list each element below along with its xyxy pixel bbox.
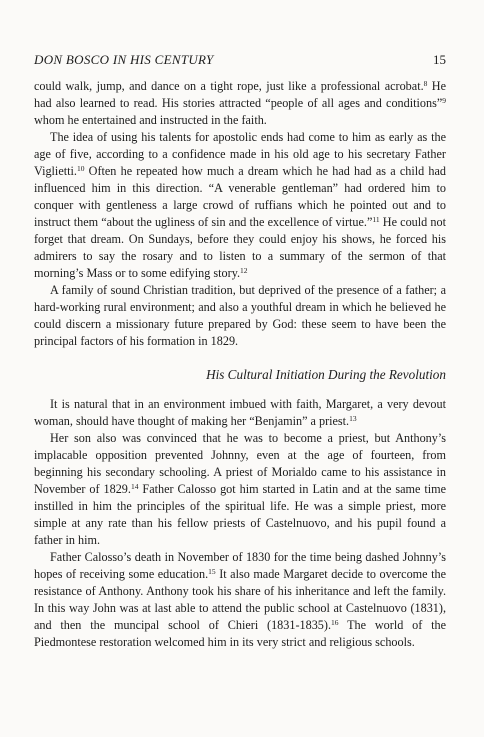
paragraph — [34, 282, 446, 350]
footnote-marker: 9 — [442, 96, 446, 105]
running-head — [34, 52, 446, 68]
footnote-marker: 10 — [76, 164, 85, 173]
footnote-marker: 8 — [423, 79, 428, 88]
footnote-marker: 15 — [208, 567, 216, 576]
text-run: He had also learned to read. His stories attracted “people of all ages and conditions” — [34, 79, 446, 110]
page-number: 15 — [433, 52, 446, 67]
paragraph — [34, 396, 446, 430]
body-text — [34, 78, 446, 651]
text-run: whom he entertained and instructed in the faith. — [34, 113, 267, 127]
text-run: It also made Margaret decide to overcome the resistance of Anthony. Anthony took his share of his inheritance and left the family. In this way John was at last able to attend the public school at Castelnuovo (1831), and then the muncipal school of Chieri (1831-1835). — [34, 567, 446, 632]
running-title: DON BOSCO IN HIS CENTURY — [34, 52, 214, 67]
text-run: Father Calosso’s death in November of 1830 for the time being dashed Johnny’s hopes of receiving some education. — [34, 550, 446, 581]
text-run: It is natural that in an environment imbued with faith, Margaret, a very devout woman, should have thought of making her “Benjamin” a priest. — [34, 397, 446, 428]
text-run: The idea of using his talents for apostolic ends had come to him as early as the age of five, according to a confidence made in his old age to his secretary Father Viglietti. — [34, 130, 446, 178]
section-heading: His Cultural Initiation During the Revolution — [206, 367, 446, 382]
text-run: He could not forget that dream. On Sundays, before they could enjoy his shows, he forced his admirers to say the rosary and to listen to a summary of the sermon of that morning’s Mass or to some edifying story. — [34, 215, 446, 280]
text-run: Her son also was convinced that he was to become a priest, but Anthony’s implacable opposition prevented Johnny, even at the age of fourteen, from beginning his secondary schooling. A priest of Morialdo came to his assistance in November of 1829. — [34, 431, 446, 496]
footnote-marker: 13 — [349, 414, 357, 423]
text-run: Often he repeated how much a dream which he had had as a child had influenced him in this direction. “A venerable gentleman” had ordered him to conquer with gentleness a large crowd of ruffians which he pointed out and to instruct them “about the ugliness of sin and the excellence of virtue.” — [34, 164, 446, 229]
footnote-marker: 14 — [130, 482, 139, 491]
text-run: Father Calosso got him started in Latin and at the same time instilled in him the principles of the spiritual life. He was a simple priest, more simple at any rate than his fellow priests of Castelnuovo, and his pupil found a father in him. — [34, 482, 447, 547]
text-run: could walk, jump, and dance on a tight rope, just like a professional acrobat. — [34, 79, 424, 93]
paragraph — [34, 78, 446, 129]
text-run: The world of the Piedmontese restoration welcomed him in its very strict and religious schools. — [34, 618, 446, 649]
paragraph — [34, 549, 446, 651]
text-run: A family of sound Christian tradition, but deprived of the presence of a father; a hard-working rural environment; and also a youthful dream in which he believed he could discern a missionary future prepared by God: these seem to have been the principal factors of his formation in 1829. — [34, 283, 446, 348]
paragraph — [34, 129, 446, 282]
paragraph — [34, 430, 446, 549]
footnote-marker: 11 — [372, 215, 380, 224]
footnote-marker: 12 — [240, 266, 248, 275]
footnote-marker: 16 — [331, 618, 339, 627]
